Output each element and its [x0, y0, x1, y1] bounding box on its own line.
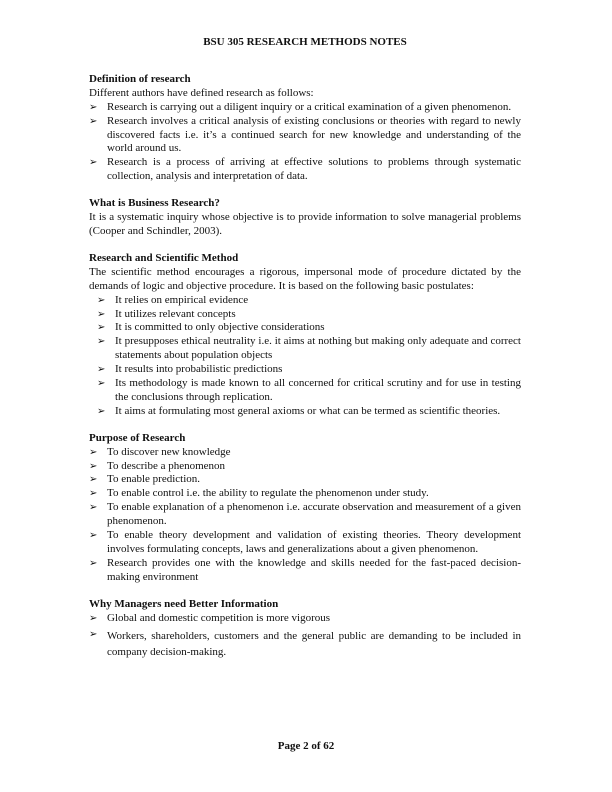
- list-item: [89, 446, 521, 460]
- section-why-managers-need-information: [89, 598, 521, 660]
- list-item: [89, 294, 521, 308]
- list-item-text: Research is carrying out a diligent inquiry or a critical examination of a given phenomenon.: [107, 100, 512, 113]
- list-item-text: Research involves a critical analysis of existing conclusions or theories with regard to newly discovered facts i.e. it’s a continued search for new knowledge and understanding of the world around us.: [107, 114, 521, 155]
- list-item-text: To enable control i.e. the ability to regulate the phenomenon under study.: [107, 487, 429, 500]
- list-item: [89, 115, 521, 157]
- list-item: [89, 557, 521, 585]
- arrow-bullet-icon: ➢: [89, 612, 98, 624]
- list-item: [89, 335, 521, 363]
- list-item-text: It aims at formulating most general axioms or what can be termed as scientific theories.: [115, 404, 501, 417]
- document-page: [89, 36, 521, 673]
- list-item-text: It results into probabilistic predictions: [115, 363, 283, 376]
- bullet-list: [89, 101, 521, 184]
- list-item-text: To enable explanation of a phenomenon i.e. accurate observation and measurement of a given phenomenon.: [107, 501, 521, 528]
- section-scientific-method: [89, 252, 521, 419]
- list-item: [89, 377, 521, 405]
- bullet-list: [89, 446, 521, 585]
- list-item-text: To enable theory development and validation of existing theories. Theory development involves formulating concepts, laws and generalizations about a given phenomenon.: [107, 529, 521, 555]
- list-item-text: Global and domestic competition is more vigorous: [107, 611, 331, 624]
- arrow-bullet-icon: ➢: [89, 502, 98, 514]
- section-heading: Research and Scientific Method: [89, 251, 239, 264]
- list-item: [89, 363, 521, 377]
- arrow-bullet-icon: ➢: [97, 405, 106, 417]
- list-item-text: It utilizes relevant concepts: [115, 307, 236, 320]
- list-item: [89, 487, 521, 501]
- list-item-text: It is committed to only objective considerations: [115, 321, 325, 334]
- arrow-bullet-icon: ➢: [89, 557, 98, 569]
- list-item: [89, 405, 521, 419]
- arrow-bullet-icon: ➢: [97, 322, 106, 334]
- list-item-text: To describe a phenomenon: [107, 459, 226, 472]
- list-item: [89, 628, 521, 660]
- list-item-text: To enable prediction.: [107, 473, 201, 486]
- bullet-list: [89, 612, 521, 660]
- section-heading: What is Business Research?: [89, 197, 220, 210]
- section-intro: It is a systematic inquiry whose objective is to provide information to solve managerial problems (Cooper and Schindler, 2003).: [89, 211, 521, 237]
- arrow-bullet-icon: ➢: [97, 308, 106, 320]
- section-definition-of-research: [89, 73, 521, 184]
- list-item-text: Research is a process of arriving at effective solutions to problems through systematic collection, analysis and interpretation of data.: [107, 156, 521, 183]
- list-item: [89, 612, 521, 626]
- list-item-text: To discover new knowledge: [107, 445, 231, 458]
- list-item: [89, 321, 521, 335]
- arrow-bullet-icon: ➢: [89, 446, 98, 458]
- list-item: [89, 473, 521, 487]
- arrow-bullet-icon: ➢: [89, 530, 98, 542]
- section-business-research: [89, 197, 521, 239]
- list-item-text: Its methodology is made known to all concerned for critical scrutiny and for use in testing the conclusions through replication.: [115, 377, 521, 403]
- arrow-bullet-icon: ➢: [89, 460, 98, 472]
- arrow-bullet-icon: ➢: [89, 115, 98, 127]
- list-item-text: It relies on empirical evidence: [115, 293, 249, 306]
- list-item: [89, 308, 521, 322]
- arrow-bullet-icon: ➢: [89, 628, 98, 640]
- list-item: [89, 156, 521, 184]
- arrow-bullet-icon: ➢: [89, 101, 98, 113]
- arrow-bullet-icon: ➢: [89, 157, 98, 169]
- list-item: [89, 460, 521, 474]
- list-item-text: Workers, shareholders, customers and the general public are demanding to be included in company decision-making.: [107, 629, 521, 658]
- section-intro: Different authors have defined research as follows:: [89, 86, 314, 99]
- arrow-bullet-icon: ➢: [97, 378, 106, 390]
- section-heading: Purpose of Research: [89, 431, 186, 444]
- arrow-bullet-icon: ➢: [89, 474, 98, 486]
- bullet-list: [89, 294, 521, 419]
- arrow-bullet-icon: ➢: [89, 488, 98, 500]
- list-item: [89, 501, 521, 529]
- section-heading: Definition of research: [89, 72, 191, 85]
- arrow-bullet-icon: ➢: [97, 294, 106, 306]
- list-item-text: It presupposes ethical neutrality i.e. it aims at nothing but making only adequate and correct statements about population objects: [115, 335, 521, 362]
- section-intro: The scientific method encourages a rigorous, impersonal mode of procedure dictated by the demands of logic and objective procedure. It is based on the following basic postulates:: [89, 265, 521, 292]
- arrow-bullet-icon: ➢: [97, 336, 106, 348]
- arrow-bullet-icon: ➢: [97, 364, 106, 376]
- list-item: [89, 529, 521, 557]
- document-title: BSU 305 RESEARCH METHODS NOTES: [203, 36, 407, 48]
- list-item: [89, 101, 521, 115]
- section-heading: Why Managers need Better Information: [89, 597, 279, 610]
- list-item-text: Research provides one with the knowledge and skills needed for the fast-paced decision-making environment: [107, 556, 521, 583]
- page-number-footer: Page 2 of 62: [277, 740, 335, 752]
- section-purpose-of-research: [89, 432, 521, 585]
